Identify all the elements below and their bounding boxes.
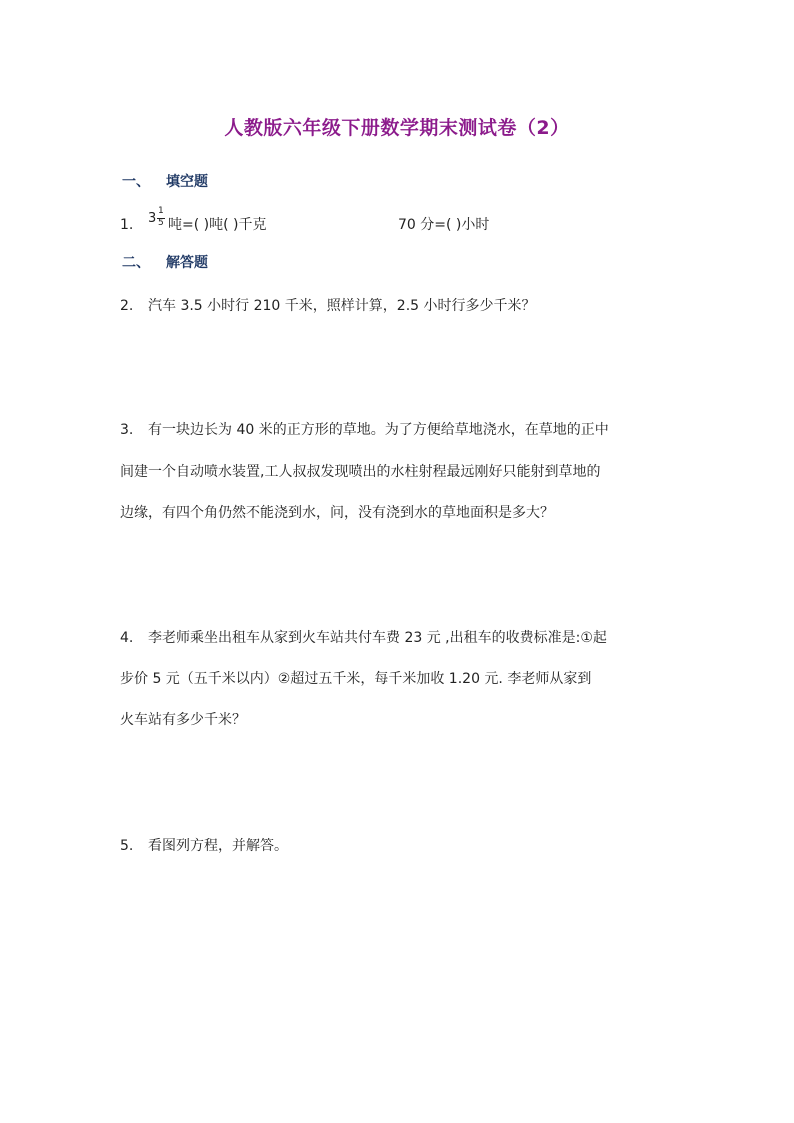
question-text: 汽车 3.5 小时行 210 千米，照样计算，2.5 小时行多少千米？ — [148, 298, 536, 314]
question-2 — [120, 295, 536, 315]
page-title: 人教版六年级下册数学期末测试卷（2） — [224, 117, 570, 139]
question-number: 3. — [120, 422, 134, 438]
question-text: 李老师乘坐出租车从家到火车站共付车费 23 元 ,出租车的收费标准是:①起 — [148, 630, 607, 646]
mixed-fraction: 3 1 5 — [148, 206, 164, 228]
question-4-line-3: 火车站有多少千米？ — [120, 712, 246, 728]
question-3-line-2: 间建一个自动喷水装置,工人叔叔发现喷出的水柱射程最远刚好只能射到草地的 — [120, 464, 601, 480]
section-number: 一、 — [122, 174, 150, 190]
section-label: 填空题 — [166, 174, 208, 190]
question-3-line-3: 边缘，有四个角仍然不能浇到水，问，没有浇到水的草地面积是多大？ — [120, 505, 554, 521]
question-3-line-1 — [120, 419, 609, 439]
question-1-part-a: 吨=( )吨( )千克 — [168, 217, 267, 233]
question-number: 2. — [120, 298, 134, 314]
section-heading-fill-blank — [122, 171, 208, 191]
question-text: 有一块边长为 40 米的正方形的草地。为了方便给草地浇水，在草地的正中 — [148, 422, 609, 438]
question-1 — [120, 206, 267, 234]
section-heading-solve — [122, 252, 208, 272]
question-text: 看图列方程，并解答。 — [148, 838, 288, 854]
question-4-line-2: 步价 5 元（五千米以内）②超过五千米，每千米加收 1.20 元. 李老师从家到 — [120, 671, 592, 687]
question-4-line-1 — [120, 627, 607, 647]
question-5 — [120, 835, 288, 855]
question-1-part-b: 70 分=( )小时 — [398, 217, 490, 233]
question-number: 4. — [120, 630, 134, 646]
question-number: 5. — [120, 838, 134, 854]
question-number: 1. — [120, 217, 134, 233]
section-label: 解答题 — [166, 255, 208, 271]
section-number: 二、 — [122, 255, 150, 271]
